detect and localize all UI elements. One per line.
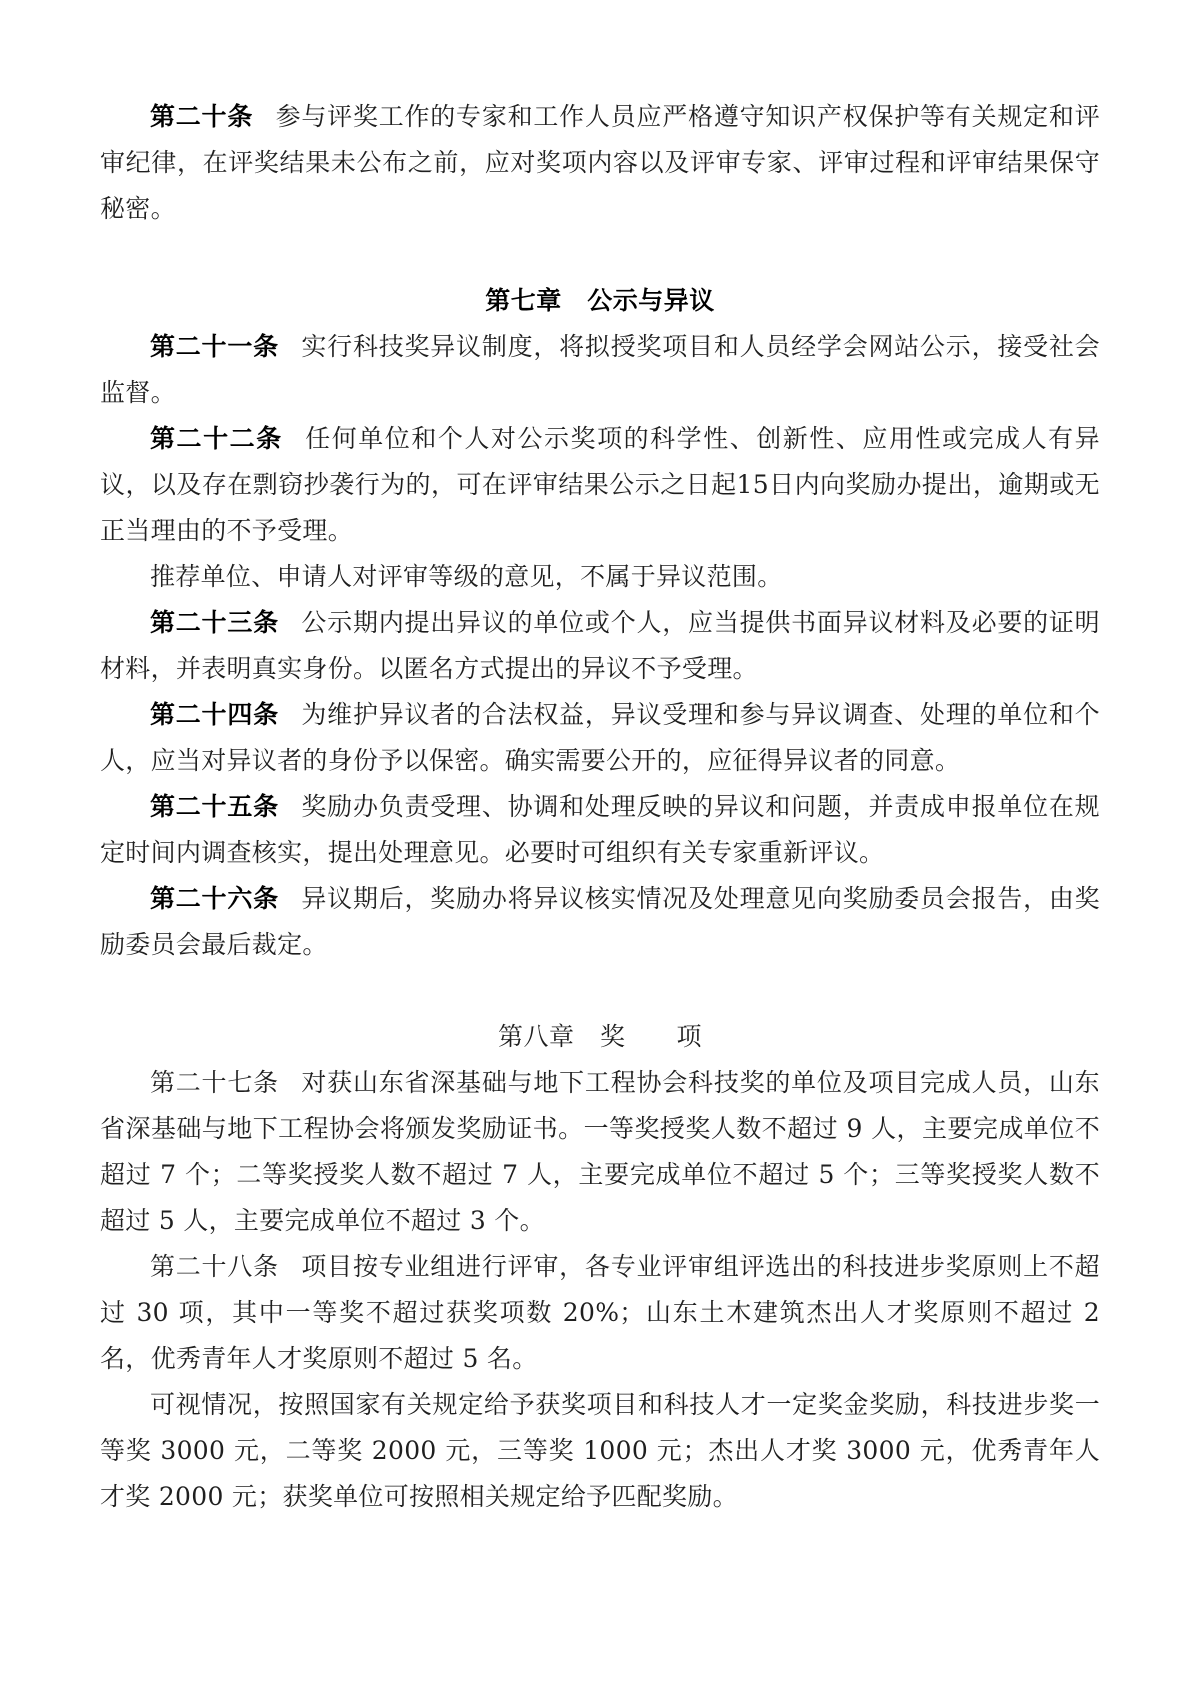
article-22-paragraph — [100, 416, 1100, 554]
article-27-paragraph — [100, 1060, 1100, 1244]
article-23-text: 公示期内提出异议的单位或个人，应当提供书面异议材料及必要的证明材料，并表明真实身份。以匿名方式提出的异议不予受理。 — [100, 608, 1100, 683]
article-26-paragraph — [100, 876, 1100, 968]
article-20-paragraph — [100, 94, 1100, 232]
article-24-number: 第二十四条 — [150, 700, 279, 729]
article-20-text: 参与评奖工作的专家和工作人员应严格遵守知识产权保护等有关规定和评审纪律，在评奖结果未公布之前，应对奖项内容以及评审专家、评审过程和评审结果保守秘密。 — [100, 102, 1100, 223]
article-22-subparagraph: 推荐单位、申请人对评审等级的意见，不属于异议范围。 — [150, 562, 783, 591]
article-26-text: 异议期后，奖励办将异议核实情况及处理意见向奖励委员会报告，由奖励委员会最后裁定。 — [100, 884, 1100, 959]
article-21-paragraph — [100, 324, 1100, 416]
article-24-text: 为维护异议者的合法权益，异议受理和参与异议调查、处理的单位和个人，应当对异议者的身份予以保密。确实需要公开的，应征得异议者的同意。 — [100, 700, 1100, 775]
article-25-number: 第二十五条 — [150, 792, 279, 821]
article-20-number: 第二十条 — [150, 102, 254, 131]
article-28-paragraph — [100, 1244, 1100, 1382]
chapter-7-heading: 第七章 公示与异议 — [485, 286, 715, 315]
article-28-text: 项目按专业组进行评审，各专业评审组评选出的科技进步奖原则上不超过 30 项，其中一等奖不超过获奖项数 20%；山东土木建筑杰出人才奖原则不超过 2 名，优秀青年人才奖原则不超过 5 名。 — [100, 1252, 1100, 1373]
article-25-paragraph — [100, 784, 1100, 876]
article-21-text: 实行科技奖异议制度，将拟授奖项目和人员经学会网站公示，接受社会监督。 — [100, 332, 1100, 407]
article-27-number: 第二十七条 — [150, 1068, 279, 1097]
article-23-number: 第二十三条 — [150, 608, 279, 637]
chapter-8-heading: 第八章 奖 项 — [497, 1022, 702, 1051]
article-25-text: 奖励办负责受理、协调和处理反映的异议和问题，并责成申报单位在规定时间内调查核实，提出处理意见。必要时可组织有关专家重新评议。 — [100, 792, 1100, 867]
article-22-text: 任何单位和个人对公示奖项的科学性、创新性、应用性或完成人有异议，以及存在剽窃抄袭行为的，可在评审结果公示之日起15日内向奖励办提出，逾期或无正当理由的不予受理。 — [100, 424, 1100, 545]
article-26-number: 第二十六条 — [150, 884, 279, 913]
article-24-paragraph — [100, 692, 1100, 784]
article-21-number: 第二十一条 — [150, 332, 279, 361]
article-22-number: 第二十二条 — [150, 424, 283, 453]
article-28-subparagraph: 可视情况，按照国家有关规定给予获奖项目和科技人才一定奖金奖励，科技进步奖一等奖 3000 元，二等奖 2000 元，三等奖 1000 元；杰出人才奖 3000 元，优秀青年人才奖 2000 元；获奖单位可按照相关规定给予匹配奖励。 — [100, 1390, 1100, 1511]
article-28-number: 第二十八条 — [150, 1252, 279, 1281]
article-27-text: 对获山东省深基础与地下工程协会科技奖的单位及项目完成人员，山东省深基础与地下工程协会将颁发奖励证书。一等奖授奖人数不超过 9 人，主要完成单位不超过 7 个；二等奖授奖人数不超过 7 人，主要完成单位不超过 5 个；三等奖授奖人数不超过 5 人，主要完成单位不超过 3 个。 — [100, 1068, 1100, 1235]
article-23-paragraph — [100, 600, 1100, 692]
